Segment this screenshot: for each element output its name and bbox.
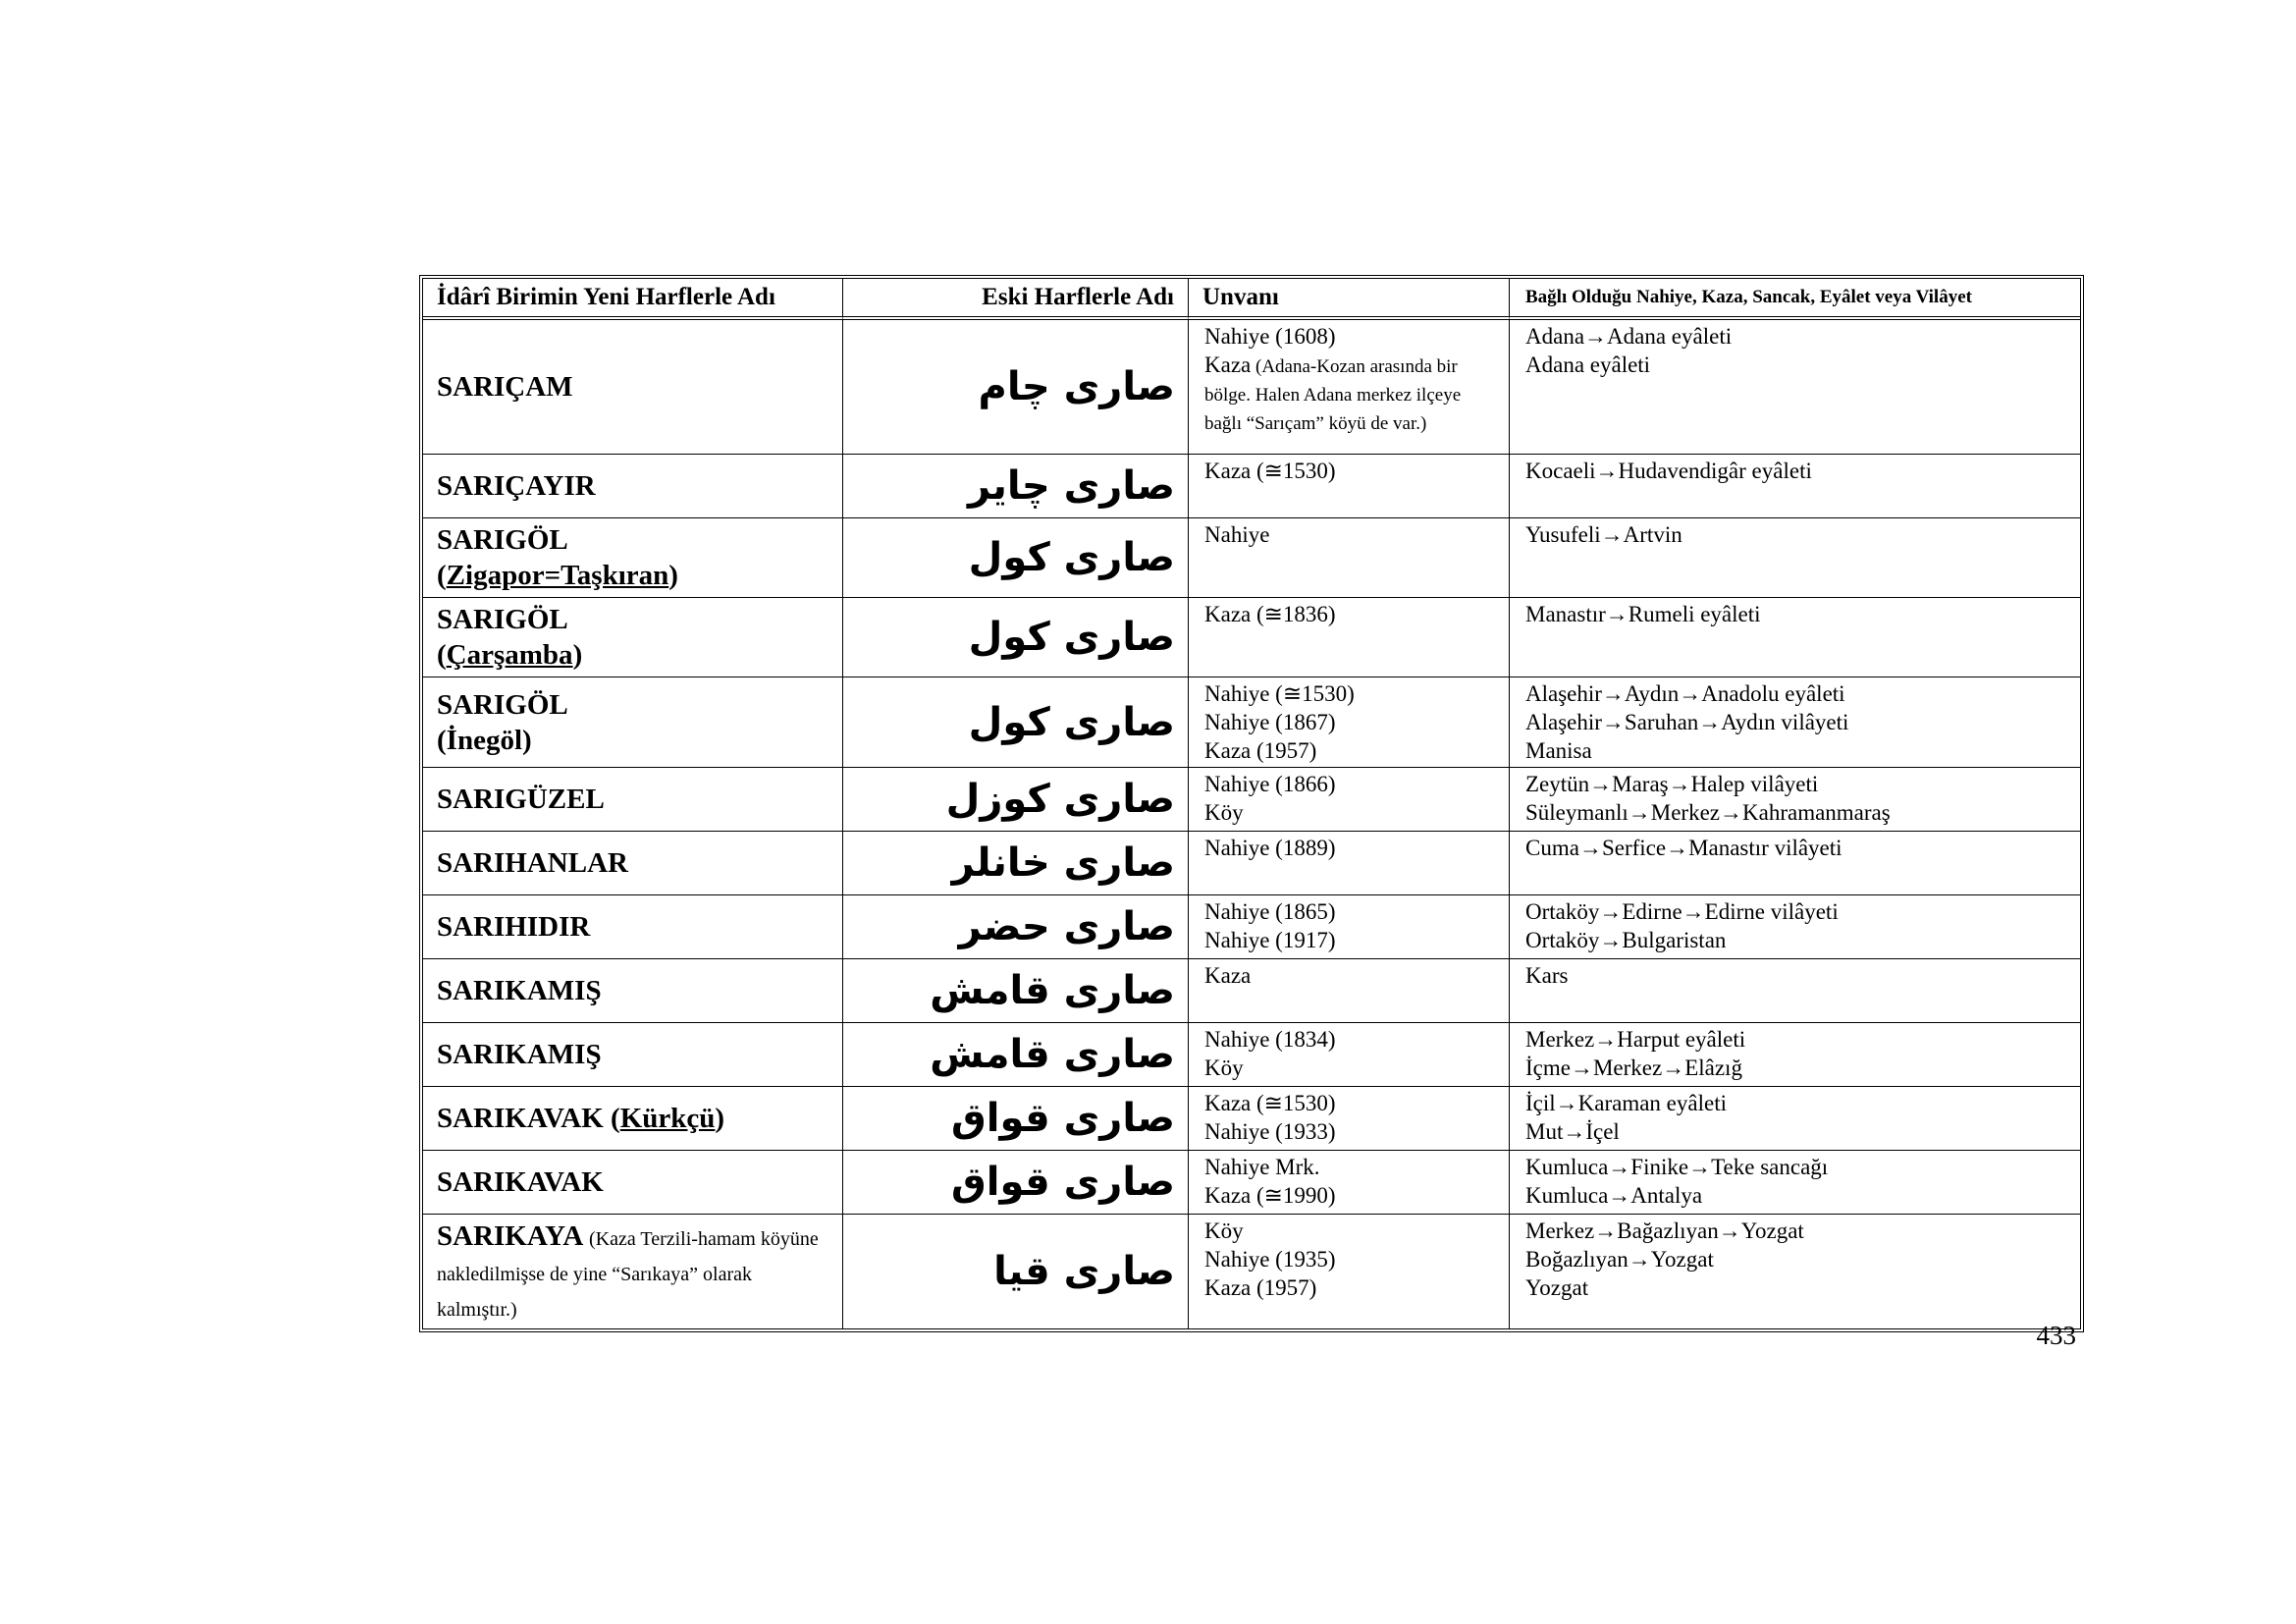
place-names-table: [419, 275, 2084, 1332]
table-row: [423, 455, 2080, 518]
header-new-name: İdârî Birimin Yeni Harflerle Adı: [423, 279, 843, 320]
name-cell: SARIGÖL (Çarşamba): [423, 598, 843, 677]
table-row: [423, 895, 2080, 959]
title-cell: Nahiye (1608) Kaza (Adana-Kozan arasında bir bölge. Halen Adana merkez ilçeye bağlı “Sarıçam” köyü de var.): [1189, 320, 1510, 455]
region-cell: Zeytün→Maraş→Halep vilâyeti Süleymanlı→Merkez→Kahramanmaraş: [1510, 768, 2080, 832]
title-cell: Nahiye (1889): [1189, 832, 1510, 895]
title-cell: Köy Nahiye (1935) Kaza (1957): [1189, 1215, 1510, 1328]
region-cell: Yusufeli→Artvin: [1510, 518, 2080, 598]
region-cell: Merkez→Bağazlıyan→Yozgat Boğazlıyan→Yozgat Yozgat: [1525, 1218, 1804, 1300]
region-cell: Alaşehir→Aydın→Anadolu eyâleti Alaşehir→Saruhan→Aydın vilâyeti Manisa: [1510, 677, 2080, 768]
table-row: [423, 677, 2080, 768]
region-cell: Cuma→Serfice→Manastır vilâyeti: [1510, 832, 2080, 895]
region-cell: İçil→Karaman eyâleti Mut→İçel: [1510, 1087, 2080, 1151]
region-cell: Kars: [1510, 959, 2080, 1023]
table-row: [423, 832, 2080, 895]
name-cell: SARIÇAYIR: [423, 455, 843, 518]
arabic-cell: صارى چاير: [843, 455, 1189, 518]
title-cell: Nahiye: [1189, 518, 1510, 598]
arabic-cell: صارى چام: [843, 320, 1189, 455]
page-number: 433: [2036, 1321, 2076, 1350]
name-cell: SARIGÖL (Zigapor=Taşkıran): [423, 518, 843, 598]
table-row: [423, 1151, 2080, 1215]
arabic-cell: صارى حضر: [843, 895, 1189, 959]
arabic-cell: صارى كول: [843, 598, 1189, 677]
arabic-cell: صارى قيا: [843, 1215, 1189, 1328]
title-cell: Nahiye Mrk. Kaza (≅1990): [1189, 1151, 1510, 1215]
table-header-row: [423, 279, 2080, 320]
title-cell: Kaza (≅1530): [1189, 455, 1510, 518]
title-cell: Nahiye (≅1530) Nahiye (1867) Kaza (1957): [1189, 677, 1510, 768]
table-row: [423, 1023, 2080, 1087]
table-row: [423, 320, 2080, 455]
region-cell: Adana→Adana eyâleti Adana eyâleti: [1510, 320, 2080, 455]
title-cell: Kaza (≅1836): [1189, 598, 1510, 677]
title-cell: Nahiye (1834) Köy: [1189, 1023, 1510, 1087]
region-cell: Ortaköy→Edirne→Edirne vilâyeti Ortaköy→Bulgaristan: [1510, 895, 2080, 959]
header-title: Unvanı: [1189, 279, 1510, 320]
title-cell: Nahiye (1866) Köy: [1189, 768, 1510, 832]
table-row: [423, 768, 2080, 832]
arabic-cell: صارى قامش: [843, 959, 1189, 1023]
arabic-cell: صارى خانلر: [843, 832, 1189, 895]
arabic-cell: صارى قواق: [843, 1087, 1189, 1151]
name-cell: SARIKAYA (Kaza Terzili-hamam köyüne nakledilmişse de yine “Sarıkaya” olarak kalmıştır.): [423, 1215, 843, 1328]
arabic-cell: صارى كول: [843, 518, 1189, 598]
name-cell: SARIGÜZEL: [423, 768, 843, 832]
header-old-script: Eski Harflerle Adı: [843, 279, 1189, 320]
name-cell: SARIÇAM: [423, 320, 843, 455]
name-cell: SARIKAVAK (Kürkçü): [423, 1087, 843, 1151]
table-row: [423, 598, 2080, 677]
table-row: [423, 1087, 2080, 1151]
region-cell: Merkez→Harput eyâleti İçme→Merkez→Elâzığ: [1510, 1023, 2080, 1087]
arabic-cell: صارى كول: [843, 677, 1189, 768]
name-cell: SARIKAVAK: [423, 1151, 843, 1215]
table-row: [423, 959, 2080, 1023]
name-cell: SARIGÖL (İnegöl): [423, 677, 843, 768]
header-region: Bağlı Olduğu Nahiye, Kaza, Sancak, Eyâlet veya Vilâyet: [1510, 279, 2080, 320]
title-cell: Nahiye (1865) Nahiye (1917): [1189, 895, 1510, 959]
title-cell: Kaza: [1189, 959, 1510, 1023]
name-cell: SARIHIDIR: [423, 895, 843, 959]
table-row: [423, 1215, 2080, 1328]
arabic-cell: صارى قامش: [843, 1023, 1189, 1087]
name-cell: SARIHANLAR: [423, 832, 843, 895]
title-cell: Kaza (≅1530) Nahiye (1933): [1189, 1087, 1510, 1151]
name-cell: SARIKAMIŞ: [423, 959, 843, 1023]
name-cell: SARIKAMIŞ: [423, 1023, 843, 1087]
arabic-cell: صارى كوزل: [843, 768, 1189, 832]
region-cell: Kumluca→Finike→Teke sancağı Kumluca→Antalya: [1510, 1151, 2080, 1215]
region-cell: Manastır→Rumeli eyâleti: [1510, 598, 2080, 677]
table-row: [423, 518, 2080, 598]
arabic-cell: صارى قواق: [843, 1151, 1189, 1215]
region-cell: Kocaeli→Hudavendigâr eyâleti: [1510, 455, 2080, 518]
